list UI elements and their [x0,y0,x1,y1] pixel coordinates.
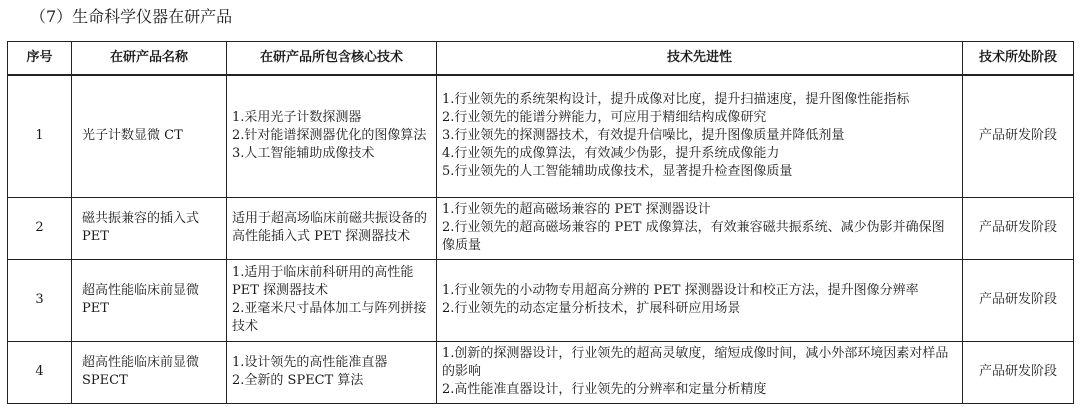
core-tech-item: 1.设计领先的高性能准直器 [232,355,388,370]
advancement-cell [437,75,963,197]
table-row [8,197,1074,259]
header-advancement: 技术先进性 [437,42,963,76]
core-tech-cell [227,259,437,341]
section-title: （7）生命科学仪器在研产品 [30,7,233,26]
product-name: 超高性能临床前显微 SPECT [72,341,227,403]
stage: 产品研发阶段 [963,259,1074,341]
core-tech-item: 2.全新的 SPECT 算法 [232,373,364,388]
advancement-item: 2.行业领先的能谱分辨能力，可应用于精细结构成像研究 [442,110,767,126]
row-number: 1 [8,75,72,197]
table-row [8,75,1074,197]
advancement-item: 3.行业领先的探测器技术，有效提升信噪比，提升图像质量并降低剂量 [442,128,845,144]
advancement-cell [437,341,963,403]
core-tech-item: 3.人工智能辅助成像技术 [232,146,375,162]
stage: 产品研发阶段 [963,341,1074,403]
table-header-row [8,42,1074,76]
stage: 产品研发阶段 [963,197,1074,259]
advancement-item: 4.行业领先的成像算法，有效减少伪影，提升系统成像能力 [442,146,780,162]
products-table [7,41,1074,404]
advancement-item: 1.创新的探测器设计，行业领先的超高灵敏度，缩短成像时间，减小外部环境因素对样品的影响 [442,346,949,379]
core-tech-item: 2.针对能谱探测器优化的图像算法 [232,128,427,144]
product-name: 光子计数显微 CT [72,75,227,197]
table-row [8,341,1074,403]
core-tech-item: 2.亚毫米尺寸晶体加工与阵列拼接技术 [232,301,427,334]
header-core-tech: 在研产品所包含核心技术 [227,42,437,76]
product-name: 超高性能临床前显微 PET [72,259,227,341]
core-tech-item: 1.采用光子计数探测器 [232,110,362,126]
product-name: 磁共振兼容的插入式 PET [72,197,227,259]
row-number: 2 [8,197,72,259]
core-tech-item: 适用于超高场临床前磁共振设备的高性能插入式 PET 探测器技术 [232,211,428,244]
row-number: 3 [8,259,72,341]
advancement-item: 1.行业领先的超高磁场兼容的 PET 探测器设计 [442,202,711,217]
header-stage: 技术所处阶段 [963,42,1074,76]
advancement-item: 2.行业领先的超高磁场兼容的 PET 成像算法，有效兼容磁共振系统、减少伪影并确保图像质量 [442,220,945,253]
advancement-cell [437,197,963,259]
advancement-item: 2.高性能准直器设计，行业领先的分辨率和定量分析精度 [442,382,767,397]
table-row [8,259,1074,341]
advancement-cell [437,259,963,341]
row-number: 4 [8,341,72,403]
advancement-item: 2.行业领先的动态定量分析技术，扩展科研应用场景 [442,301,741,316]
core-tech-cell [227,197,437,259]
advancement-item: 1.行业领先的小动物专用超高分辨的 PET 探测器设计和校正方法，提升图像分辨率 [442,283,919,298]
core-tech-item: 1.适用于临床前科研用的高性能 PET 探测器技术 [232,265,414,298]
core-tech-cell [227,75,437,197]
advancement-item: 1.行业领先的系统架构设计，提升成像对比度，提升扫描速度，提升图像性能指标 [442,92,910,108]
advancement-item: 5.行业领先的人工智能辅助成像技术，显著提升检查图像质量 [442,164,793,180]
header-no: 序号 [8,42,72,76]
core-tech-cell [227,341,437,403]
header-product-name: 在研产品名称 [72,42,227,76]
stage: 产品研发阶段 [963,75,1074,197]
